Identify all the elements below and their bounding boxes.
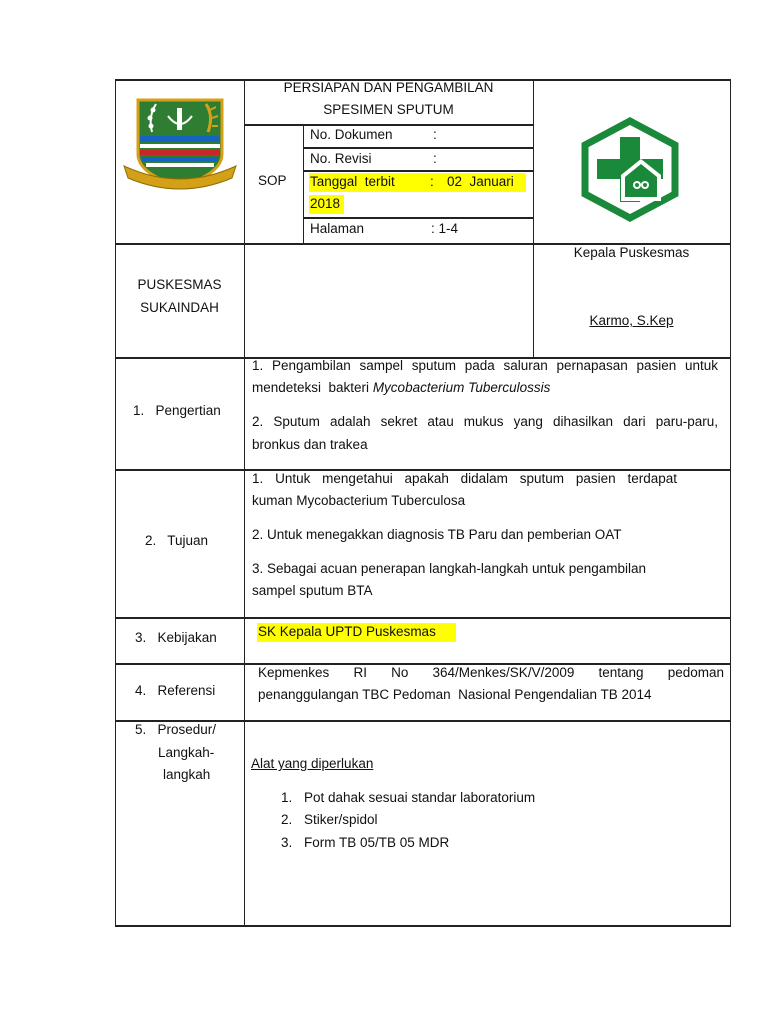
pengertian-p1-line2: [252, 379, 550, 397]
table-border-bottom: [115, 925, 731, 927]
head-title: Kepala Puskesmas: [573, 245, 690, 260]
tujuan-p1-line1: 1. Untuk mengetahui apakah didalam sputum pasien terdapat: [252, 471, 677, 486]
document-title-line2: SPESIMEN SPUTUM: [323, 102, 454, 117]
meta-divider: [303, 170, 533, 172]
emblem-icon: [122, 96, 238, 192]
section-label-prosedur-line1: 5. Prosedur/: [135, 722, 217, 737]
list-item-number: 3.: [281, 835, 293, 850]
issue-date-label: Tanggal terbit: [310, 174, 395, 189]
meta-divider: [303, 217, 533, 219]
kebijakan-text: SK Kepala UPTD Puskesmas: [258, 624, 436, 639]
doc-number-label: No. Dokumen: [310, 127, 393, 142]
page-value: : 1-4: [431, 221, 459, 236]
table-border-right: [730, 79, 731, 925]
column-divider: [244, 79, 245, 925]
section-label-referensi: 4. Referensi: [135, 683, 216, 698]
tujuan-p2: 2. Untuk menegakkan diagnosis TB Paru dan pemberian OAT: [252, 527, 622, 542]
pengertian-p2-line2: bronkus dan trakea: [252, 437, 368, 452]
org-name-line1: PUSKESMAS: [137, 277, 222, 292]
revision-label: No. Revisi: [310, 151, 372, 166]
document-title-line1: PERSIAPAN DAN PENGAMBILAN: [283, 80, 494, 95]
tujuan-p1-line2: kuman Mycobacterium Tuberculosa: [252, 493, 466, 508]
meta-divider: [303, 147, 533, 149]
puskesmas-logo: [575, 115, 686, 224]
section-label-kebijakan: 3. Kebijakan: [135, 630, 217, 645]
list-item: Form TB 05/TB 05 MDR: [304, 835, 450, 850]
list-item: Pot dahak sesuai standar laboratorium: [304, 790, 536, 805]
list-item-number: 2.: [281, 812, 293, 827]
section-label-tujuan: 2. Tujuan: [145, 533, 209, 548]
pengertian-p1-line2-italic: Mycobacterium Tuberculossis: [372, 380, 551, 395]
regional-emblem-logo: [122, 96, 238, 192]
section-label-prosedur-line3: langkah: [163, 767, 211, 782]
issue-date-year: 2018: [310, 196, 341, 211]
org-name-line2: SUKAINDAH: [140, 300, 219, 315]
table-border-left: [115, 79, 116, 925]
page-label: Halaman: [310, 221, 365, 236]
list-item-number: 1.: [281, 790, 293, 805]
issue-date-separator: :: [430, 174, 434, 189]
doc-number-separator: :: [433, 127, 437, 142]
green-cross-icon: [575, 115, 686, 224]
row-divider: [115, 617, 731, 619]
pengertian-p2-line1: 2. Sputum adalah sekret atau mukus yang dihasilkan dari paru-paru,: [252, 414, 718, 429]
referensi-line2: penanggulangan TBC Pedoman Nasional Pengendalian TB 2014: [258, 687, 652, 702]
column-divider: [303, 124, 304, 243]
sop-label: SOP: [258, 173, 287, 188]
pengertian-p1-line2-plain: mendeteksi bakteri: [252, 380, 373, 395]
issue-date-value: 02 Januari: [447, 174, 514, 189]
list-item: Stiker/spidol: [304, 812, 378, 827]
tujuan-p3-line1: 3. Sebagai acuan penerapan langkah-langkah untuk pengambilan: [252, 561, 647, 576]
pengertian-p1-line1: 1. Pengambilan sampel sputum pada saluran pernapasan pasien untuk: [252, 358, 718, 373]
head-name: Karmo, S.Kep: [589, 313, 674, 328]
prosedur-subheading: Alat yang diperlukan: [251, 756, 374, 771]
revision-separator: :: [433, 151, 437, 166]
section-label-prosedur-line2: Langkah-: [158, 745, 215, 760]
section-label-pengertian: 1. Pengertian: [133, 403, 221, 418]
referensi-line1: Kepmenkes RI No 364/Menkes/SK/V/2009 tentang pedoman: [258, 665, 724, 680]
tujuan-p3-line2: sampel sputum BTA: [252, 583, 373, 598]
